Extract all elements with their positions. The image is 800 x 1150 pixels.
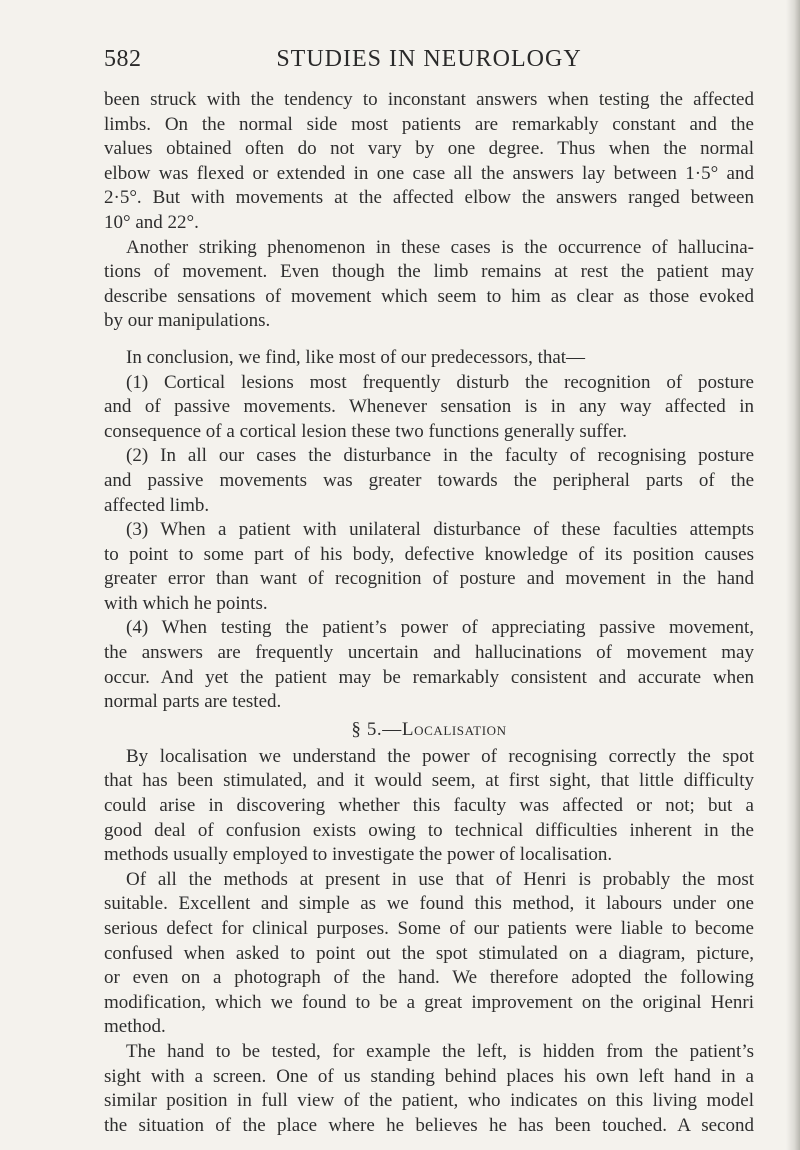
text-line: The hand to be tested, for example the left, is hidden from the patient’s bbox=[126, 1040, 754, 1062]
text-line: consequence of a cortical lesion these two functions generally suffer. bbox=[104, 420, 628, 442]
text-line: limbs. On the normal side most patients are remarkably constant and the bbox=[104, 113, 754, 135]
text-line: affected limb. bbox=[104, 494, 210, 516]
text-line: By localisation we understand the power of recognising correctly the spot bbox=[126, 745, 754, 767]
text-line: greater error than want of recognition of posture and movement in the hand bbox=[104, 568, 754, 590]
text-line: suitable. Excellent and simple as we found this method, it labours under one bbox=[104, 893, 754, 915]
text-line: that has been stimulated, and it would seem, at first sight, that little difficulty bbox=[104, 770, 754, 792]
text-line: elbow was flexed or extended in one case all the answers lay between 1·5° and bbox=[104, 162, 754, 184]
text-line: (1) Cortical lesions most frequently disturb the recognition of posture bbox=[126, 371, 754, 393]
body-text bbox=[104, 88, 754, 1138]
text-line: 2·5°. But with movements at the affected elbow the answers ranged between bbox=[104, 187, 754, 209]
text-line: Of all the methods at present in use that of Henri is probably the most bbox=[126, 868, 754, 890]
text-line: occur. And yet the patient may be remarkably consistent and accurate when bbox=[104, 666, 754, 688]
text-line: the answers are frequently uncertain and hallucinations of movement may bbox=[104, 642, 754, 664]
text-line: (3) When a patient with unilateral disturbance of these faculties attempts bbox=[126, 519, 754, 541]
page-number: 582 bbox=[104, 46, 142, 72]
text-line: method. bbox=[104, 1016, 166, 1038]
text-line: normal parts are tested. bbox=[104, 691, 282, 713]
text-line: the situation of the place where he believes he has been touched. A second bbox=[104, 1114, 754, 1136]
section-heading: § 5.—Localisation bbox=[351, 718, 507, 740]
text-line: tions of movement. Even though the limb remains at rest the patient may bbox=[104, 261, 754, 283]
text-line: could arise in discovering whether this faculty was affected or not; but a bbox=[104, 795, 754, 817]
text-line: good deal of confusion exists owing to technical difficulties inherent in the bbox=[104, 819, 754, 841]
text-line: similar position in full view of the patient, who indicates on this living model bbox=[104, 1090, 754, 1112]
text-line: been struck with the tendency to inconstant answers when testing the affected bbox=[104, 89, 754, 110]
text-line: In conclusion, we find, like most of our predecessors, that— bbox=[126, 346, 586, 368]
text-line: to point to some part of his body, defective knowledge of its position causes bbox=[104, 543, 754, 565]
text-line: describe sensations of movement which seem to him as clear as those evoked bbox=[104, 285, 754, 307]
text-line: 10° and 22°. bbox=[104, 211, 199, 233]
paragraph-gap bbox=[104, 334, 754, 346]
page-edge-shadow bbox=[786, 0, 800, 1150]
page-header bbox=[104, 46, 754, 80]
text-line: serious defect for clinical purposes. Some of our patients were liable to become bbox=[104, 918, 754, 939]
text-line: Another striking phenomenon in these cases is the occurrence of hallucina- bbox=[126, 236, 754, 258]
text-line: values obtained often do not vary by one degree. Thus when the normal bbox=[104, 138, 754, 160]
text-line: or even on a photograph of the hand. We therefore adopted the following bbox=[104, 967, 754, 989]
text-line: by our manipulations. bbox=[104, 310, 271, 332]
text-line: sight with a screen. One of us standing behind places his own left hand in a bbox=[104, 1065, 754, 1087]
text-line: (4) When testing the patient’s power of appreciating passive movement, bbox=[126, 617, 754, 639]
text-line: confused when asked to point out the spot stimulated on a diagram, picture, bbox=[104, 942, 754, 964]
text-line: modification, which we found to be a great improvement on the original Henri bbox=[104, 991, 754, 1013]
running-head: STUDIES IN NEUROLOGY bbox=[276, 46, 582, 72]
text-line: (2) In all our cases the disturbance in the faculty of recognising posture bbox=[126, 445, 754, 467]
text-line: methods usually employed to investigate the power of localisation. bbox=[104, 844, 613, 866]
text-line: with which he points. bbox=[104, 592, 268, 614]
text-line: and of passive movements. Whenever sensation is in any way affected in bbox=[104, 396, 754, 418]
text-line: and passive movements was greater towards the peripheral parts of the bbox=[104, 469, 754, 491]
